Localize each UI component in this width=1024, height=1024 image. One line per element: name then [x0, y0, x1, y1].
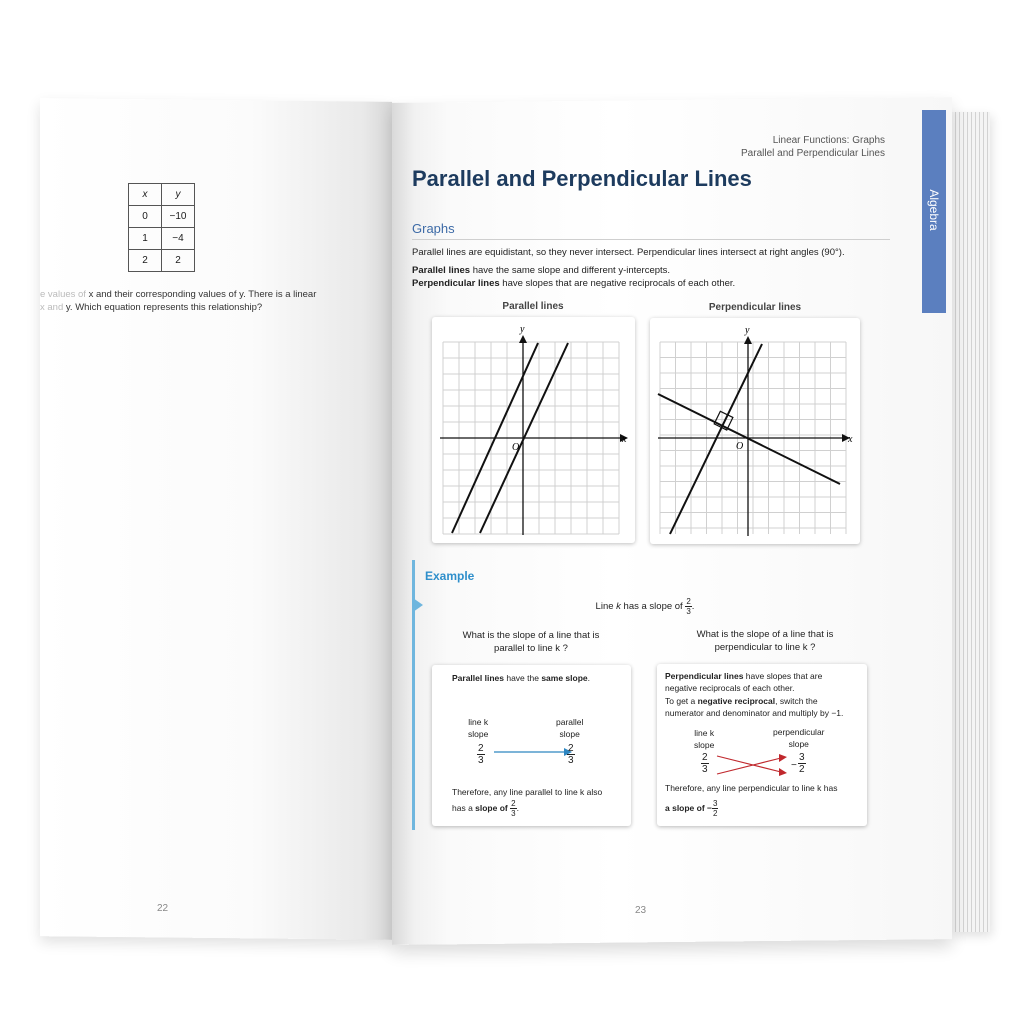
card-line-3	[665, 695, 818, 707]
text: .	[587, 673, 591, 683]
conclusion-line-2	[665, 799, 718, 818]
origin-label: O	[736, 441, 744, 452]
table-header-y: y	[162, 184, 195, 206]
perpendicular-answer-card	[657, 664, 867, 826]
slope-k-fraction	[701, 752, 709, 775]
question-parallel	[440, 629, 622, 655]
card-heading	[452, 672, 590, 684]
label-text: slope	[559, 729, 580, 739]
question-line: parallel to line k ?	[494, 643, 568, 654]
table-row	[129, 228, 195, 250]
label-text: line k	[468, 717, 489, 727]
question-line: What is the slope of a line that is	[696, 629, 834, 640]
parallel-def-text: have the same slope and different y-intercepts.	[470, 265, 671, 276]
text: , switch the	[775, 696, 818, 706]
page-number-left: 22	[157, 903, 169, 914]
red-crossed-arrows	[715, 752, 791, 778]
table-row	[129, 206, 195, 228]
graph-title-parallel: Parallel lines	[502, 301, 564, 312]
xy-table	[128, 183, 195, 272]
x-axis-label: x	[622, 434, 627, 445]
blue-arrow	[490, 745, 574, 759]
perpendicular-lines-graph	[650, 318, 860, 544]
negative-sign: −	[791, 760, 797, 771]
faded-text: e values of	[40, 289, 86, 300]
text: have slopes that are	[743, 671, 823, 681]
table-cell: −4	[162, 228, 195, 250]
table-cell: 1	[129, 228, 162, 250]
label-text: slope	[694, 740, 715, 750]
header-line-1: Linear Functions: Graphs	[772, 135, 885, 146]
label-text: line k	[694, 728, 715, 738]
card-line-1	[665, 670, 822, 682]
label-text: slope	[468, 729, 489, 739]
example-label: Example	[425, 569, 475, 583]
label-text: perpendicular	[773, 727, 825, 737]
running-header	[680, 134, 885, 160]
fraction-numerator: 2	[511, 799, 516, 808]
table-cell: 2	[129, 250, 162, 272]
y-axis-label: y	[745, 325, 750, 336]
section-heading: Graphs	[412, 221, 455, 236]
section-divider	[412, 239, 890, 240]
table-row	[129, 184, 195, 206]
prompt-text: Line	[595, 601, 617, 613]
y-axis-label: y	[520, 324, 525, 335]
perp-term: Perpendicular lines	[412, 278, 500, 289]
y-axis-arrow	[519, 335, 527, 343]
parallel-definition	[412, 264, 670, 277]
conclusion-line-1: Therefore, any line perpendicular to line k has	[665, 783, 838, 793]
table-cell: 0	[129, 206, 162, 228]
x-axis-label: x	[848, 434, 853, 445]
negative-reciprocal-fraction	[798, 752, 806, 775]
graph-title-perpendicular: Perpendicular lines	[708, 302, 802, 313]
prompt-text: has a slope of	[620, 601, 686, 613]
header-line-2: Parallel and Perpendicular Lines	[741, 148, 885, 159]
arrow-head	[779, 768, 787, 776]
fraction-numerator: 3	[713, 799, 718, 808]
perpendicular-line	[658, 394, 840, 484]
label-text: parallel	[556, 717, 584, 727]
fraction-denominator: 3	[511, 809, 516, 818]
table-cell: −10	[162, 206, 195, 228]
question-perpendicular	[670, 628, 860, 654]
text: To get a	[665, 696, 698, 706]
left-question-text	[40, 288, 360, 314]
y-axis-arrow	[744, 336, 752, 344]
table-header-x: x	[129, 184, 162, 206]
term: negative reciprocal	[697, 696, 776, 706]
parallel-answer-card	[432, 665, 631, 826]
section-tab	[922, 110, 946, 313]
page-number-right: 23	[635, 905, 647, 916]
page-edges	[952, 112, 990, 932]
question-line-1: x and their corresponding values of y. There is a linear	[85, 289, 317, 300]
fraction-numerator: 2	[478, 743, 484, 754]
fraction-denominator: 3	[702, 764, 708, 775]
fraction-numerator: 3	[799, 752, 805, 763]
conclusion-line-1: Therefore, any line parallel to line k also	[452, 787, 603, 797]
label-text: slope	[788, 739, 809, 749]
parallel-lines-graph	[432, 317, 635, 543]
parallel-slope-label	[556, 716, 583, 740]
arrow-line	[717, 758, 781, 774]
origin-label: O	[512, 442, 520, 453]
result-fraction	[712, 799, 718, 818]
fraction-denominator: 3	[478, 755, 484, 766]
term: same slope	[541, 673, 588, 683]
example-pointer	[413, 598, 423, 612]
slope-fraction	[685, 597, 691, 616]
fraction-numerator: 2	[568, 743, 574, 754]
arrow-head	[779, 754, 787, 762]
term: Perpendicular lines	[665, 671, 744, 681]
question-line: perpendicular to line k ?	[714, 642, 816, 653]
table-row	[129, 250, 195, 272]
fraction-denominator: 2	[799, 764, 805, 775]
slope-k-fraction	[477, 743, 485, 766]
intro-paragraph: Parallel lines are equidistant, so they never intersect. Perpendicular lines intersect at right angles (90°).	[412, 247, 845, 258]
parallel-slope-fraction	[567, 743, 575, 766]
faded-text: x and	[40, 302, 64, 313]
perpendicular-graph-card	[650, 318, 860, 544]
fraction-denominator: 3	[686, 607, 691, 616]
table-cell: 2	[162, 250, 195, 272]
text: has a	[452, 802, 476, 813]
fraction-denominator: 2	[713, 809, 718, 818]
arrow-line	[717, 756, 781, 772]
conclusion-line-2: has a slope of $\frac{2}{3}$ .	[452, 799, 519, 818]
term: slope of	[475, 802, 508, 813]
question-line-2: y. Which equation represents this relationship?	[63, 302, 263, 313]
example-prompt: Line k has a slope of $\frac{2}{3}$ .	[595, 597, 695, 616]
parallel-graph-card	[432, 317, 635, 543]
parallel-term: Parallel lines	[412, 265, 471, 276]
perp-def-text: have slopes that are negative reciprocals of each other.	[499, 278, 736, 289]
question-line: What is the slope of a line that is	[462, 630, 600, 641]
term: a slope of −	[665, 802, 712, 813]
fraction-numerator: 2	[702, 752, 708, 763]
left-page	[40, 98, 392, 940]
perpendicular-definition	[412, 277, 735, 290]
text: have the	[503, 673, 542, 683]
fraction-numerator: 2	[686, 597, 691, 606]
card-line-4: numerator and denominator and multiply by −1.	[665, 708, 844, 718]
perpendicular-slope-label	[773, 726, 825, 750]
card-line-2: negative reciprocals of each other.	[665, 683, 795, 693]
page-title: Parallel and Perpendicular Lines	[412, 166, 752, 191]
term: Parallel lines	[452, 673, 504, 683]
line-k-slope-label	[694, 727, 714, 751]
fraction-denominator: 3	[568, 755, 574, 766]
line-k-slope-label	[468, 716, 488, 740]
prompt-k: k	[616, 601, 621, 613]
result-fraction	[510, 799, 516, 818]
section-tab-label: Algebra	[927, 189, 941, 231]
